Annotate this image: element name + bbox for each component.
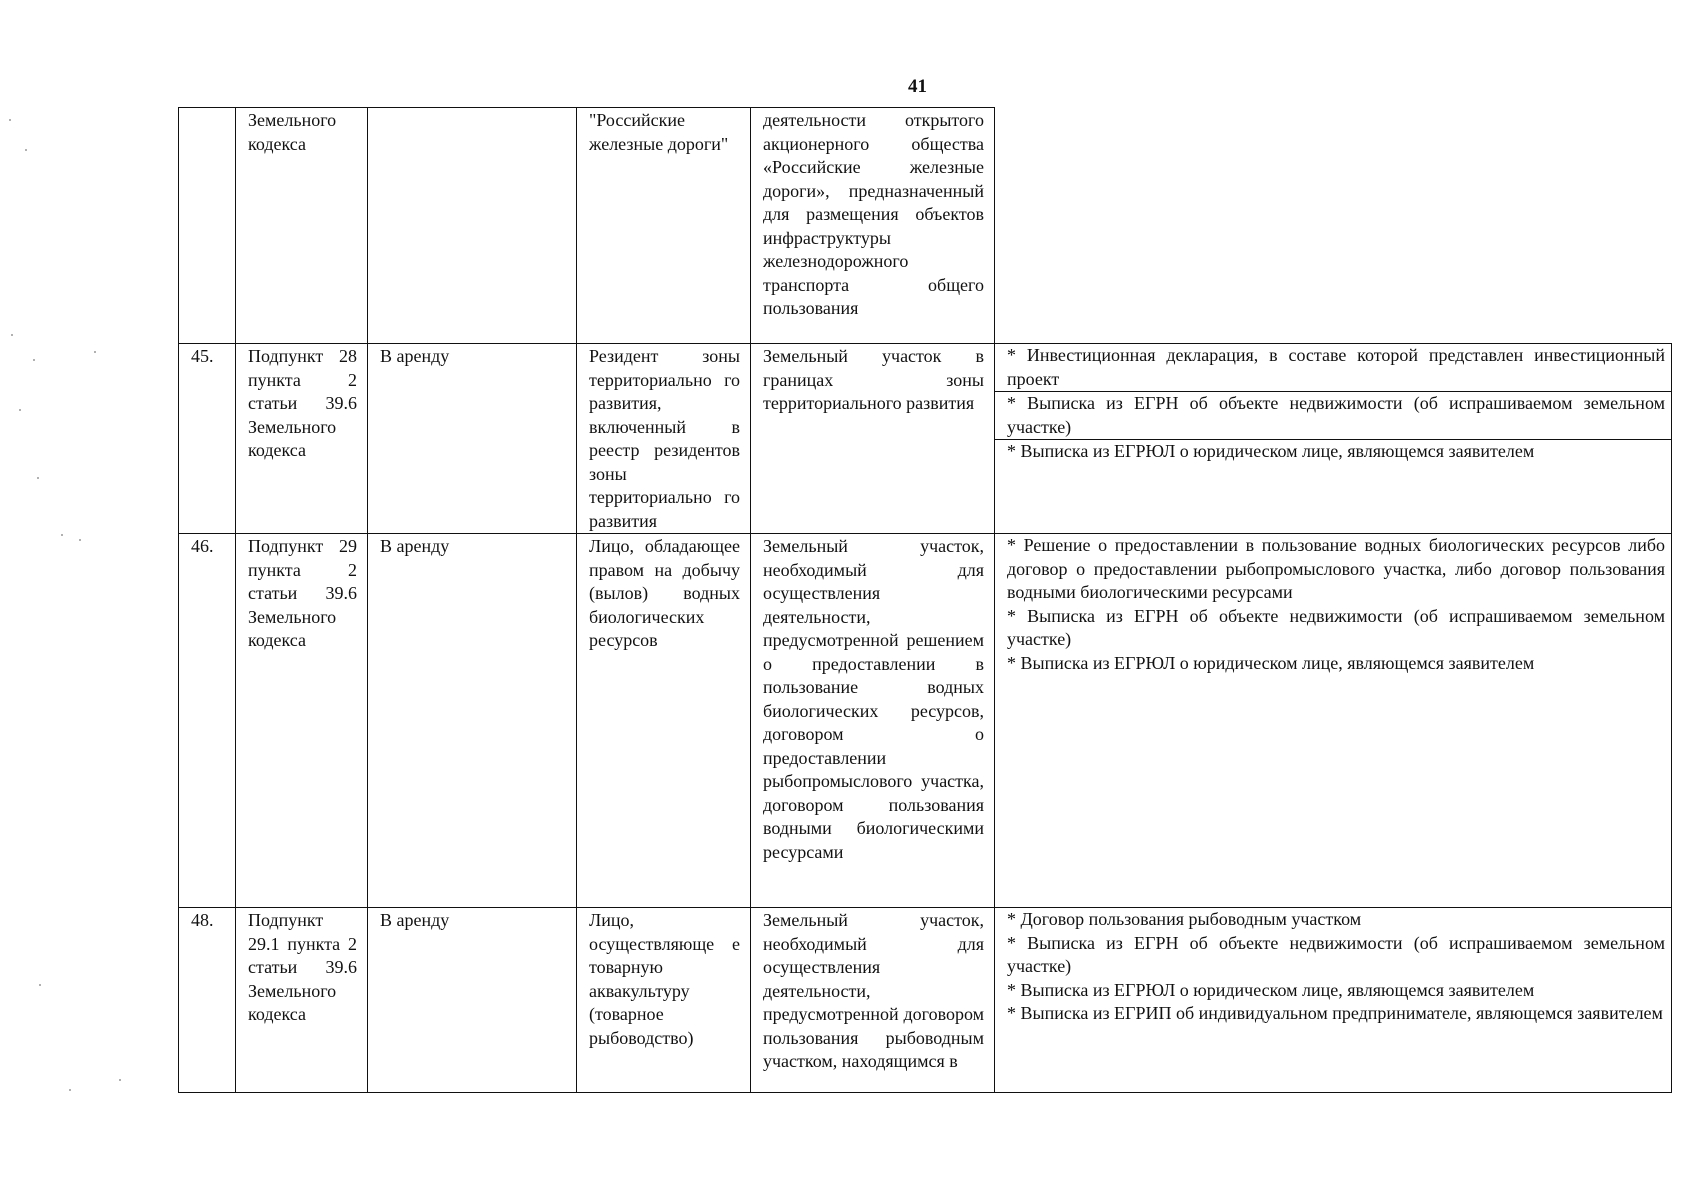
doc-item: * Выписка из ЕГРИП об индивидуальном предпринимателе, являющемся заявителем [1007, 1003, 1663, 1023]
cell-applicant: "Российские железные дороги" [577, 108, 751, 344]
doc-item: * Выписка из ЕГРН об объекте недвижимости (об испрашиваемом земельном участке) [1007, 605, 1665, 649]
cell-applicant: Резидент зоны территориально го развития, включенный в реестр резидентов зоны территориально го развития [577, 344, 751, 534]
table-row-continuation [179, 108, 1672, 344]
cell-docs [995, 908, 1672, 1093]
cell-applicant: Лицо, обладающее правом на добычу (вылов) водных биологических ресурсов [577, 534, 751, 908]
cell-parcel: Земельный участок в границах зоны территориального развития [751, 344, 995, 534]
cell-applicant: Лицо, осуществляюще е товарную аквакультуру (товарное рыбоводство) [577, 908, 751, 1093]
cell-docs [995, 534, 1672, 908]
cell-num [179, 108, 236, 344]
cell-basis: Подпункт 29 пункта 2 статьи 39.6 Земельного кодекса [236, 534, 368, 908]
doc-item: * Инвестиционная декларация, в составе которой представлен инвестиционный проект [995, 344, 1671, 392]
cell-basis: Подпункт 29.1 пункта 2 статьи 39.6 Земельного кодекса [236, 908, 368, 1093]
cell-num: 46. [179, 534, 236, 908]
table-row [179, 908, 1672, 1093]
cell-docs-empty [995, 108, 1672, 344]
cell-right: В аренду [368, 344, 577, 534]
table-row [179, 344, 1672, 534]
table-row [179, 534, 1672, 908]
cell-parcel: деятельности открытого акционерного общества «Российские железные дороги», предназначенный для размещения объектов инфраструктуры железнодорожного транспорта общего пользования [751, 108, 995, 344]
cell-basis: Земельного кодекса [236, 108, 368, 344]
doc-item: * Выписка из ЕГРН об объекте недвижимости (об испрашиваемом земельном участке) [1007, 932, 1665, 976]
doc-item: * Решение о предоставлении в пользование водных биологических ресурсов либо договор о предоставлении рыбопромыслового участка, либо договор пользования водными биологическими ресурсами [1007, 535, 1665, 602]
cell-num: 48. [179, 908, 236, 1093]
cell-right [368, 108, 577, 344]
doc-item: * Выписка из ЕГРЮЛ о юридическом лице, являющемся заявителем [1007, 652, 1535, 673]
doc-item: * Выписка из ЕГРЮЛ о юридическом лице, являющемся заявителем [1007, 979, 1535, 1000]
page-number: 41 [908, 76, 927, 97]
doc-item: * Выписка из ЕГРН об объекте недвижимости (об испрашиваемом земельном участке) [995, 392, 1671, 440]
cell-parcel: Земельный участок, необходимый для осуществления деятельности, предусмотренной решением о предоставлении в пользование водных биологических ресурсов, договором о предоставлении рыбопромыслового участка, договором пользования водными биологическими ресурсами [751, 534, 995, 908]
cell-right: В аренду [368, 908, 577, 1093]
cell-basis: Подпункт 28 пункта 2 статьи 39.6 Земельного кодекса [236, 344, 368, 534]
cell-right: В аренду [368, 534, 577, 908]
cell-docs [995, 344, 1672, 534]
cell-num: 45. [179, 344, 236, 534]
doc-item: * Договор пользования рыбоводным участком [1007, 909, 1362, 929]
cell-parcel: Земельный участок, необходимый для осуществления деятельности, предусмотренной договором пользования рыбоводным участком, находящимся в [751, 908, 995, 1093]
doc-item: * Выписка из ЕГРЮЛ о юридическом лице, являющемся заявителем [1007, 441, 1535, 461]
land-provision-table [178, 107, 1672, 1093]
